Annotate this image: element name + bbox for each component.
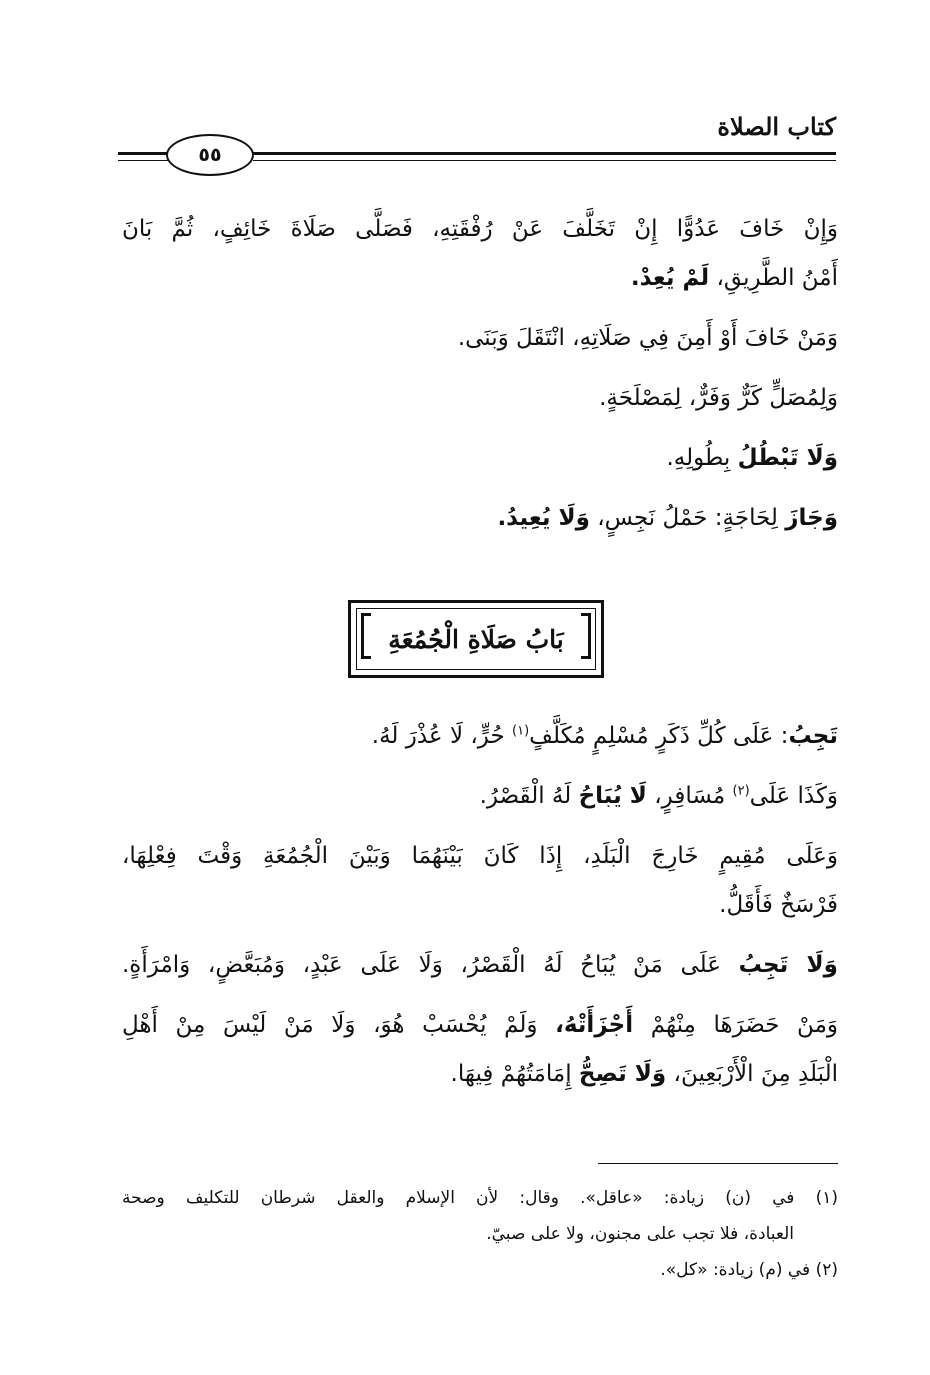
footnotes [122,1180,838,1288]
paragraph [122,205,838,303]
paragraph [122,494,838,543]
chapter-title: بَابُ صَلَاةِ الْجُمُعَةِ [388,624,564,654]
text-line: وَإِنْ خَافَ عَدُوًّا إِنْ تَخَلَّفَ عَنْ رُفْقَتِهِ، فَصَلَّى صَلَاةَ خَائِفٍ، ثُمَّ بَانَ [122,216,838,242]
bold-term: وَلَا يُعِيدُ. [497,505,590,531]
paragraph [122,434,838,483]
header-rule [253,152,836,161]
footnote-separator [598,1163,838,1164]
text-span: وَمَنْ حَضَرَهَا مِنْهُمْ [633,1012,838,1038]
footnote-1: (١) في (ن) زيادة: «عاقل». وقال: لأن الإسلام والعقل شرطان للتكليف وصحة [122,1188,838,1208]
running-header [118,112,836,172]
paragraph [122,374,838,423]
text-line [122,494,838,543]
text-span: الْبَلَدِ مِنَ الْأَرْبَعِينَ، [666,1061,838,1087]
footnote-ref[interactable]: (٢) [732,783,750,799]
paragraph [122,941,838,990]
ornament-bracket-right [581,613,591,659]
page-number: ٥٥ [166,134,254,176]
text-line [122,941,838,990]
text-line [122,254,838,303]
text-line: وَمَنْ خَافَ أَوْ أَمِنَ فِي صَلَاتِهِ، انْتَقَلَ وَبَنَى. [457,325,838,351]
body-text [122,205,838,543]
paragraph [122,772,838,821]
text-span: وَكَذَا عَلَى [749,783,838,809]
text-span: لَهُ الْقَصْرُ. [479,783,579,809]
paragraph [122,712,838,761]
text-span: بِطُولِهِ. [666,445,738,471]
book-title: كتاب الصلاة [717,112,836,141]
paragraph [122,832,838,930]
bold-term: وَجَازَ [785,505,838,531]
bold-term: تَجِبُ [788,723,838,749]
text-span: حُرٍّ، لَا عُذْرَ لَهُ. [371,723,513,749]
text-span: : عَلَى كُلِّ ذَكَرٍ مُسْلِمٍ مُكَلَّفٍ [529,723,789,749]
paragraph [122,314,838,363]
header-rule-short [118,152,168,161]
text-line [122,712,838,761]
footnote-ref[interactable]: (١) [512,723,530,739]
paragraph [122,1001,838,1099]
bold-term: وَلَا تَجِبُ [738,952,838,978]
footnote-1-cont: العبادة، فلا تجب على مجنون، ولا على صبيّ. [486,1224,794,1244]
text-span: لِحَاجَةٍ: حَمْلُ نَجِسٍ، [589,505,786,531]
text-line [122,772,838,821]
text-line [122,1001,838,1050]
chapter-text [122,712,838,1099]
text-line: وَعَلَى مُقِيمٍ خَارِجَ الْبَلَدِ، إِذَا كَانَ بَيْنَهُمَا وَبَيْنَ الْجُمُعَةِ وَقْتَ فِعْلِهَا، [122,843,838,869]
bold-term: أَجْزَأَتْهُ، [555,1012,634,1038]
text-span: وَلَمْ يُحْسَبْ هُوَ، وَلَا مَنْ لَيْسَ مِنْ أَهْلِ [122,1012,556,1038]
text-span: إِمَامَتُهُمْ فِيهَا. [450,1061,579,1087]
bold-term: وَلَا تَبْطُلُ [737,445,838,471]
text-span: عَلَى مَنْ يُبَاحُ لَهُ الْقَصْرُ، وَلَا عَلَى عَبْدٍ، وَمُبَعَّضٍ، وَامْرَأَةٍ. [122,952,739,978]
text-span: مُسَافِرٍ، [646,783,733,809]
text-span: أَمْنُ الطَّرِيقِ، [709,265,838,291]
text-line: وَلِمُصَلٍّ كَرٌّ وَفَرٌّ، لِمَصْلَحَةٍ. [599,385,838,411]
ornament-bracket-left [361,613,371,659]
chapter-heading-box [348,600,604,678]
text-line [122,1050,838,1099]
bold-term: وَلَا تَصِحُّ [578,1061,667,1087]
text-line: فَرْسَخٌ فَأَقَلُّ. [719,892,838,918]
footnote-2: (٢) في (م) زيادة: «كل». [660,1260,838,1280]
bold-term: لَا يُبَاحُ [578,783,647,809]
text-line [122,434,838,483]
bold-term: لَمْ يُعِدْ. [630,265,710,291]
chapter-heading-frame [356,608,596,670]
